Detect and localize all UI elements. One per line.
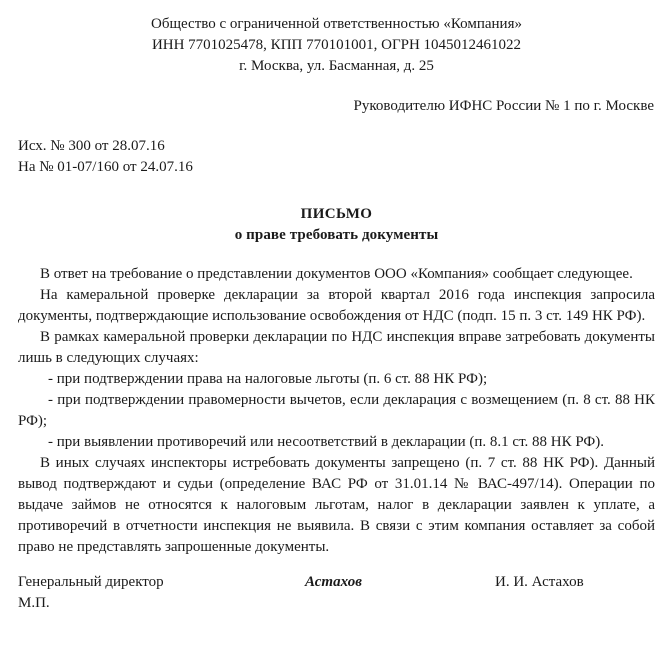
body-paragraph-4: В иных случаях инспекторы истребовать документы запрещено (п. 7 ст. 88 НК РФ). Данный вывод подтверждают и судьи (определение ВАС РФ от 31.01.14 № ВАС-497/14). Операции по выдаче займов не относятся к налоговым льготам, налог в декларации заявлен к уплате, а противоречий в отчетности инспекция не выявила. В связи с этим компания оставляет за собой право не представлять запрошенные документы. [18, 455, 655, 555]
body-paragraph-2: На камеральной проверке декларации за второй квартал 2016 года инспекция запросила документы, подтверждающие использование освобождения от НДС (подп. 15 п. 3 ст. 149 НК РФ). [18, 287, 655, 324]
signer-name: И. И. Астахов [495, 574, 584, 590]
outgoing-reference: Исх. № 300 от 28.07.16 [18, 138, 165, 154]
list-item: - при выявлении противоречий или несоответствий в декларации (п. 8.1 ст. 88 НК РФ). [48, 434, 605, 450]
company-registration-ids: ИНН 7701025478, КПП 770101001, ОГРН 1045012461022 [151, 37, 522, 53]
signer-position: Генеральный директор [18, 574, 164, 590]
list-item: - при подтверждении правомерности вычетов, если декларация с возмещением (п. 8 ст. 88 НК РФ); [18, 392, 655, 429]
document-title: ПИСЬМО [300, 206, 373, 222]
body-paragraph-1: В ответ на требование о представлении документов ООО «Компания» сообщает следующее. [40, 266, 633, 282]
handwritten-signature: Астахов [305, 574, 362, 590]
incoming-reference: На № 01-07/160 от 24.07.16 [18, 159, 193, 175]
addressee-block [18, 96, 655, 117]
document-subtitle: о праве требовать документы [234, 227, 439, 243]
document-body [18, 264, 655, 558]
company-address: г. Москва, ул. Басманная, д. 25 [239, 58, 434, 74]
addressee-line: Руководителю ИФНС России № 1 по г. Москве [353, 98, 654, 114]
reference-numbers [18, 136, 655, 178]
stamp-placeholder: М.П. [18, 595, 50, 611]
signature-block [18, 572, 655, 620]
body-paragraph-3: В рамках камеральной проверки декларации по НДС инспекция вправе затребовать документы лишь в следующих случаях: [18, 329, 655, 366]
letterhead [18, 14, 655, 77]
list-item: - при подтверждении права на налоговые льготы (п. 6 ст. 88 НК РФ); [48, 371, 488, 387]
signature-row [18, 572, 655, 593]
company-name: Общество с ограниченной ответственностью «Компания» [151, 16, 522, 32]
